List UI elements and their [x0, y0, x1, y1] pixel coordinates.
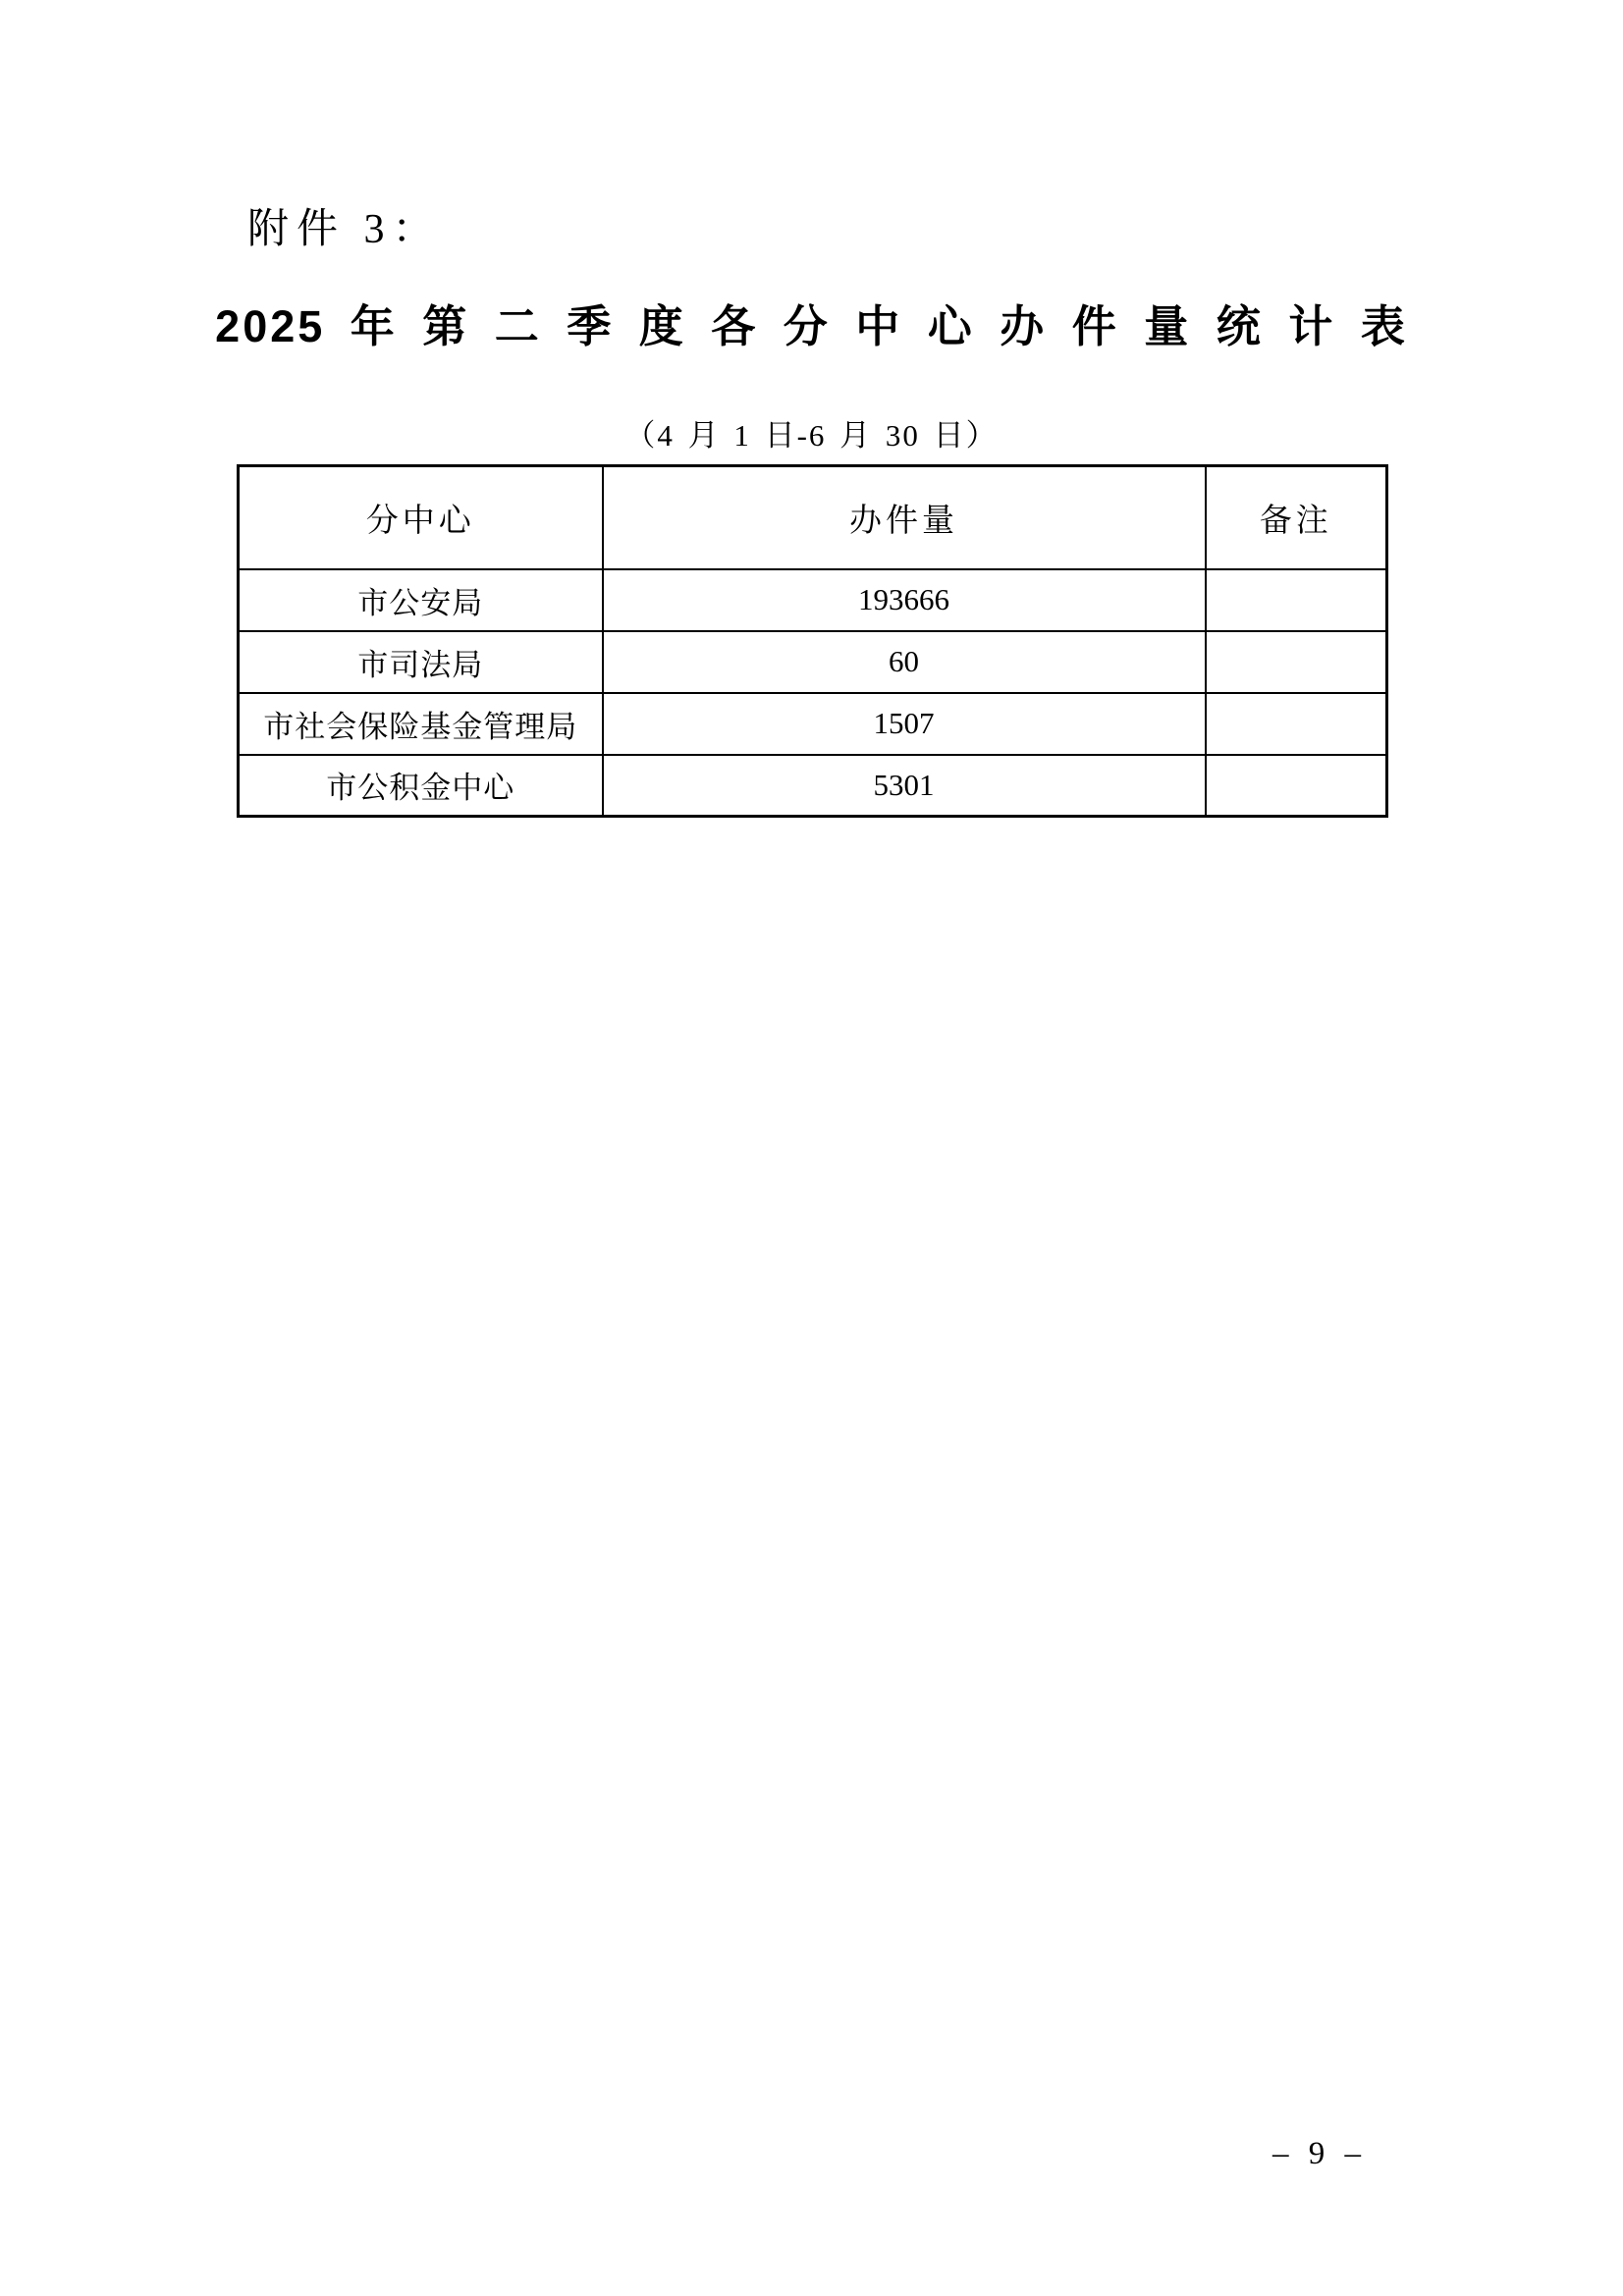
table-row [239, 755, 1387, 817]
cell-remarks [1206, 569, 1387, 631]
cell-subcenter: 市社会保险基金管理局 [239, 693, 603, 755]
cell-remarks [1206, 755, 1387, 817]
page-title: 2025 年 第 二 季 度 各 分 中 心 办 件 量 统 计 表 [215, 301, 1408, 351]
cell-subcenter: 市公安局 [239, 569, 603, 631]
attachment-label: 附件 3： [247, 207, 442, 252]
cell-subcenter: 市司法局 [239, 631, 603, 693]
cell-case-volume: 60 [603, 631, 1206, 693]
cell-case-volume: 1507 [603, 693, 1206, 755]
table-row [239, 693, 1387, 755]
page-number: – 9 – [1272, 2136, 1367, 2171]
statistics-table [237, 464, 1388, 818]
cell-case-volume: 5301 [603, 755, 1206, 817]
column-header-case-volume: 办件量 [603, 466, 1206, 569]
table-row [239, 569, 1387, 631]
date-range-subtitle: （4 月 1 日-6 月 30 日） [624, 418, 999, 453]
cell-case-volume: 193666 [603, 569, 1206, 631]
cell-subcenter: 市公积金中心 [239, 755, 603, 817]
table-row [239, 631, 1387, 693]
cell-remarks [1206, 693, 1387, 755]
column-header-remarks: 备注 [1206, 466, 1387, 569]
column-header-subcenter: 分中心 [239, 466, 603, 569]
table-header-row [239, 466, 1387, 569]
cell-remarks [1206, 631, 1387, 693]
